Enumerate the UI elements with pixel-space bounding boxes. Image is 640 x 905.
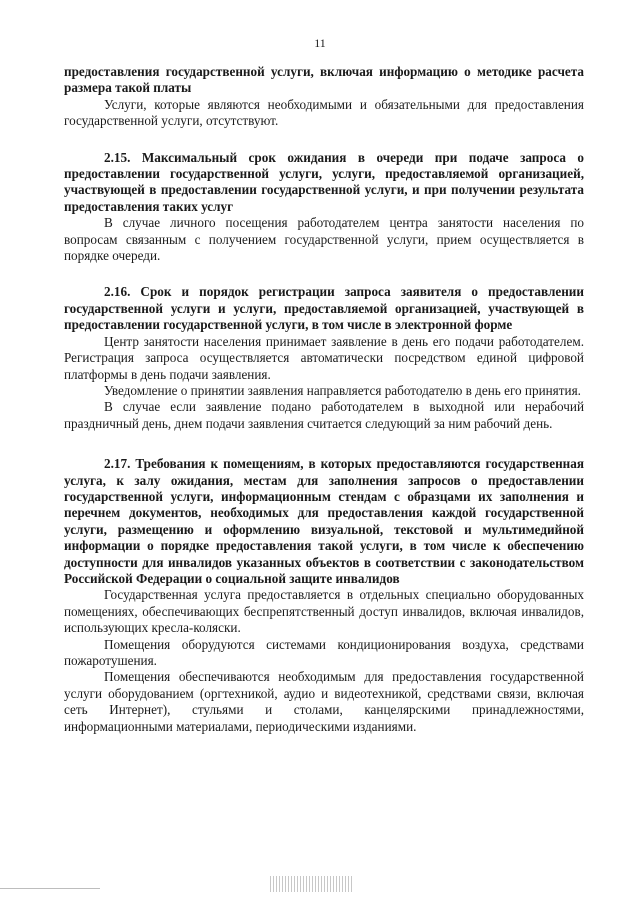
paragraph-climate: Помещения оборудуются системами кондиционирования воздуха, средствами пожаротушения.: [64, 636, 584, 668]
paragraph-fee-method: предоставления государственной услуги, включая информацию о методике расчета размера такой платы: [64, 64, 584, 96]
scan-stamp-mark: [270, 876, 354, 892]
section-heading-2-16: 2.16. Срок и порядок регистрации запроса заявителя о предоставлении государственной услуги и услуги, предоставляемой организацией, участвующей в предоставлении государственной услуги, в том числе в электронной форме: [64, 284, 584, 333]
section-heading-2-15: 2.15. Максимальный срок ожидания в очереди при подаче запроса о предоставлении государственной услуги, услуги, предоставляемой организацией, участвующей в предоставлении государственной услуги, и при получении результата предоставления таких услуг: [64, 149, 584, 214]
paragraph-equipment: Помещения обеспечиваются необходимым для предоставления государственной услуги оборудованием (оргтехникой, аудио и видеотехникой, средствами связи, включая сеть Интернет), стульями и столами, канцелярскими принадлежностями, информационными материалами, периодическими изданиями.: [64, 669, 584, 734]
paragraph-holiday: В случае если заявление подано работодателем в выходной или нерабочий праздничный день, днем подачи заявления считается следующий за ним рабочий день.: [64, 399, 584, 431]
paragraph-registration: Центр занятости населения принимает заявление в день его подачи работодателем. Регистрация запроса осуществляется автоматически посредством единой цифровой платформы в день подачи заявления.: [64, 333, 584, 382]
paragraph-services-absent: Услуги, которые являются необходимыми и обязательными для предоставления государственной услуги, отсутствуют.: [64, 96, 584, 129]
paragraph-queue: В случае личного посещения работодателем центра занятости населения по вопросам связанным с получением государственной услуги, прием осуществляется в порядке очереди.: [64, 215, 584, 264]
paragraph-notification: Уведомление о принятии заявления направляется работодателю в день его принятия.: [104, 382, 581, 398]
section-heading-2-17: 2.17. Требования к помещениям, в которых предоставляются государственная услуга, к залу ожидания, местам для заполнения запросов о предоставлении государственной услуги, информационным стендам с образцами их заполнения и перечнем документов, необходимых для предоставления каждой государственной услуги, размещению и оформлению визуальной, текстовой и мультимедийной информации о порядке предоставления такой услуги, в том числе к обеспечению доступности для инвалидов указанных объектов в соответствии с законодательством Российской Федерации о социальной защите инвалидов: [64, 456, 584, 586]
footer-divider: [0, 888, 100, 889]
document-body: [64, 64, 584, 735]
paragraph-premises: Государственная услуга предоставляется в отдельных специально оборудованных помещениях, обеспечивающих беспрепятственный доступ инвалидов, включая инвалидов, использующих кресла-коляски.: [64, 587, 584, 636]
page-number: 11: [314, 36, 326, 50]
